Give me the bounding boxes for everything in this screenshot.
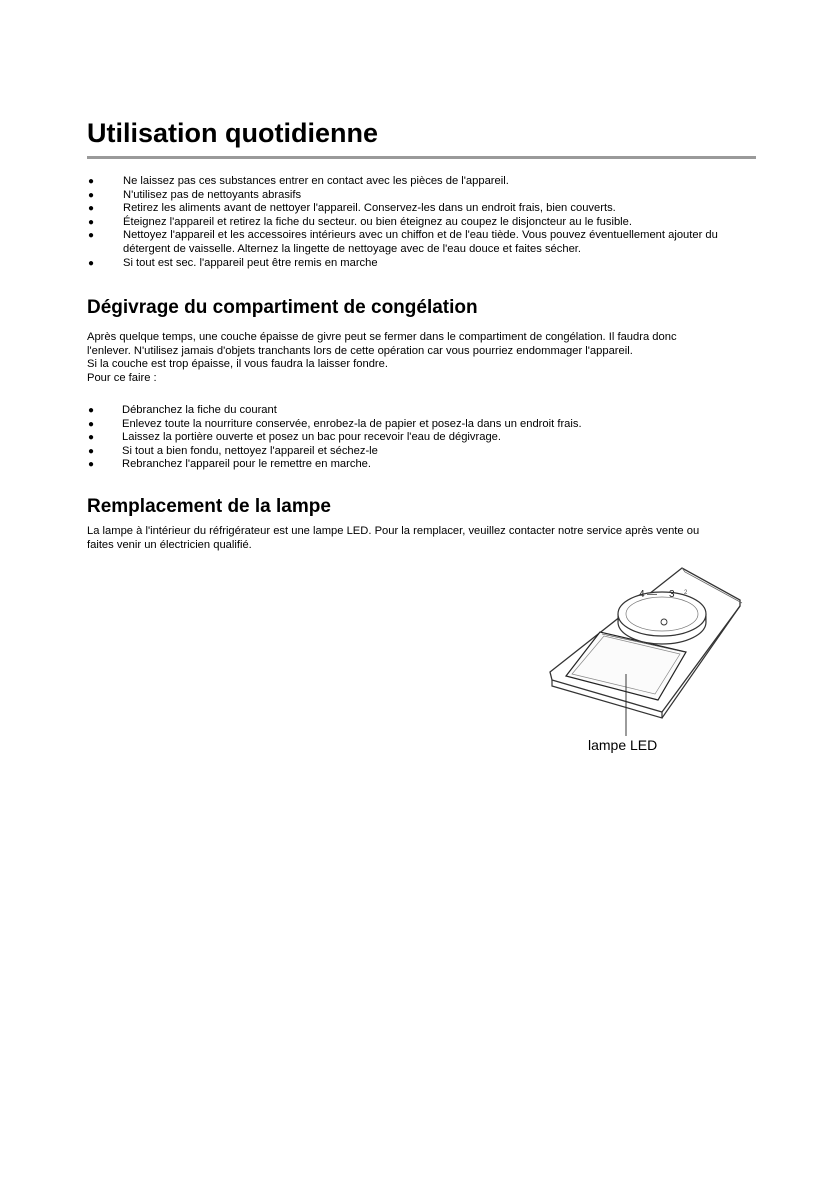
title-divider	[87, 156, 756, 159]
list-item: ● Nettoyez l'appareil et les accessoires intérieurs avec un chiffon et de l'eau tiède. Vous pouvez éventuellement ajouter du détergent de vaisselle. Alternez la lingette de nettoyage avec de l'eau douce et faites sécher.	[88, 229, 718, 255]
list-item: ● Retirez les aliments avant de nettoyer l'appareil. Conservez-les dans un endroit frais, bien couverts.	[88, 202, 616, 215]
lamp-section-title: Remplacement de la lampe	[87, 496, 331, 517]
bullet-icon: ●	[88, 445, 95, 457]
usage-bullet-list	[87, 175, 757, 270]
bullet-icon: ●	[88, 432, 95, 444]
defrost-paragraph: Après quelque temps, une couche épaisse de givre peut se fermer dans le compartiment de congélation. Il faudra donc l'enlever. N'utilisez jamais d'objets tranchants lors de cette opération car vous pourriez endommager l'appareil. Si la couche est trop épaisse, il vous faudra la laisser fondre. Pour ce faire :	[87, 331, 677, 384]
list-item: ● N'utilisez pas de nettoyants abrasifs	[88, 188, 302, 201]
bullet-icon: ●	[88, 203, 95, 215]
list-item: ● Rebranchez l'appareil pour le remettre en marche.	[88, 458, 372, 471]
list-item: ● Enlevez toute la nourriture conservée, enrobez-la de papier et posez-la dans un endroit frais.	[88, 417, 582, 430]
figure-caption: lampe LED	[588, 737, 658, 753]
bullet-icon: ●	[88, 189, 95, 201]
page-title: Utilisation quotidienne	[87, 118, 378, 148]
defrost-section-title: Dégivrage du compartiment de congélation	[87, 297, 478, 318]
dial-number-4: 4	[639, 589, 645, 600]
bullet-icon: ●	[88, 459, 95, 471]
dial-number-3: 3	[669, 589, 675, 600]
bullet-icon: ●	[88, 216, 95, 228]
lamp-paragraph: La lampe à l'intérieur du réfrigérateur est une lampe LED. Pour la remplacer, veuillez contacter notre service après vente ou faites venir un électricien qualifié.	[87, 525, 700, 551]
list-item: ● Laissez la portière ouverte et posez un bac pour recevoir l'eau de dégivrage.	[88, 431, 502, 444]
bullet-icon: ●	[88, 176, 95, 187]
list-item: ● Si tout est sec. l'appareil peut être remis en marche	[88, 256, 378, 269]
list-item: ● Débranchez la fiche du courant	[88, 404, 277, 416]
bullet-icon: ●	[88, 230, 95, 242]
bullet-icon: ●	[88, 405, 95, 416]
bullet-icon: ●	[88, 418, 95, 430]
dial-number-2: 2	[684, 590, 688, 596]
svg-text:—: —	[647, 589, 657, 600]
defrost-step-list	[87, 404, 757, 472]
led-lamp-illustration	[540, 560, 760, 760]
list-item: ● Éteignez l'appareil et retirez la fiche du secteur. ou bien éteignez au coupez le disjoncteur au le fusible.	[88, 215, 632, 228]
list-item: ● Si tout a bien fondu, nettoyez l'appareil et séchez-le	[88, 444, 378, 457]
bullet-icon: ●	[88, 257, 95, 269]
thermostat-dial	[618, 592, 706, 636]
list-item: ● Ne laissez pas ces substances entrer en contact avec les pièces de l'appareil.	[88, 175, 509, 187]
